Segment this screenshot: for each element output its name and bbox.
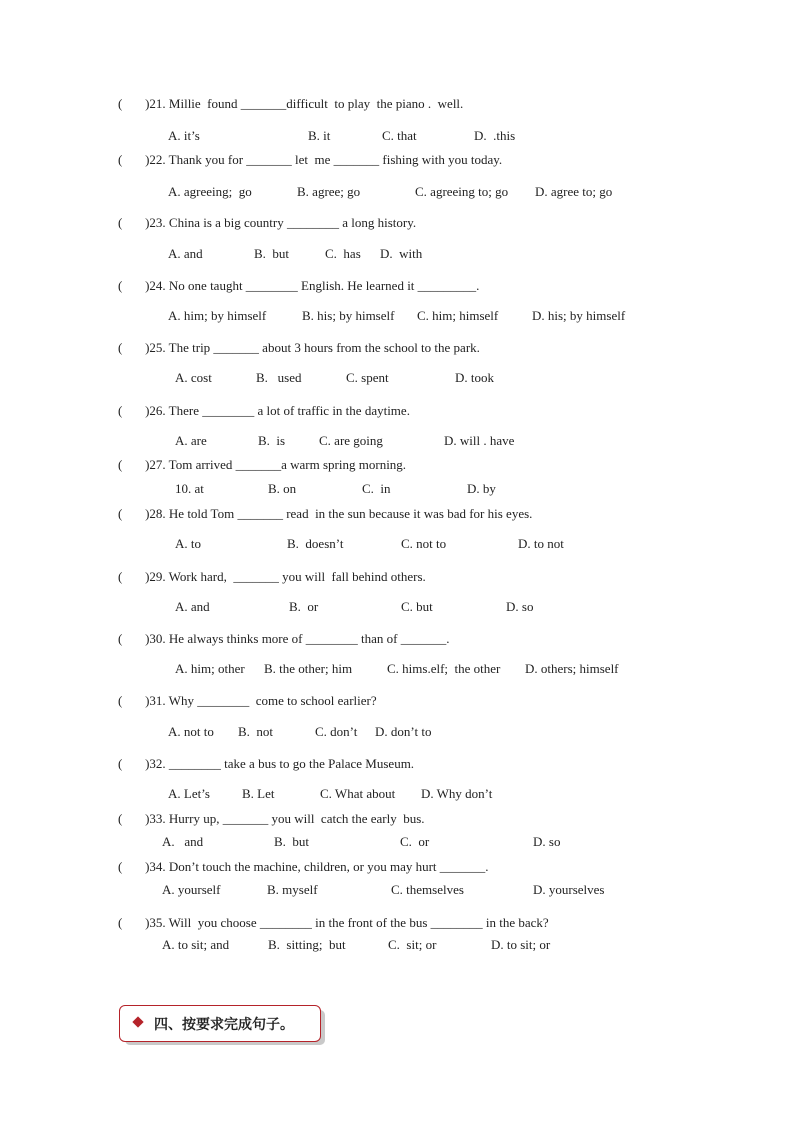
- answer-option: A. yourself: [162, 882, 221, 897]
- answer-option: D. don’t to: [375, 724, 432, 739]
- answer-option: D. so: [506, 599, 534, 614]
- section-title: 四、按要求完成句子。: [154, 1017, 294, 1033]
- question-stem: ( )34. Don’t touch the machine, children, or you may hurt _______.: [118, 859, 489, 874]
- answer-option: B. is: [258, 433, 286, 448]
- question-stem: ( )25. The trip _______ about 3 hours from the school to the park.: [118, 340, 480, 355]
- answer-option: D. to not: [518, 536, 564, 551]
- answer-option: B. sitting; but: [268, 937, 346, 952]
- answer-option: B. or: [289, 599, 319, 614]
- answer-option: A. cost: [175, 370, 212, 385]
- answer-option: C. him; himself: [417, 308, 499, 323]
- answer-option: C. agreeing to; go: [415, 184, 509, 199]
- answer-option: C. What about: [320, 786, 396, 801]
- question-stem: ( )28. He told Tom _______ read in the sun because it was bad for his eyes.: [118, 506, 533, 521]
- answer-option: A. to: [175, 536, 201, 551]
- answer-option: B. but: [254, 246, 290, 261]
- answer-option: D. yourselves: [533, 882, 605, 897]
- answer-option: C. hims.elf; the other: [387, 661, 501, 676]
- answer-option: A. not to: [168, 724, 214, 739]
- answer-option: D. will . have: [444, 433, 515, 448]
- answer-option: A. and: [162, 834, 204, 849]
- question-stem: ( )35. Will you choose ________ in the front of the bus ________ in the back?: [118, 915, 549, 930]
- question-stem: ( )31. Why ________ come to school earlier?: [118, 693, 377, 708]
- answer-option: D. to sit; or: [491, 937, 551, 952]
- question-stem: ( )26. There ________ a lot of traffic in the daytime.: [118, 403, 410, 418]
- question-stem: ( )33. Hurry up, _______ you will catch the early bus.: [118, 811, 425, 826]
- answer-option: D. others; himself: [525, 661, 619, 676]
- answer-option: C. but: [401, 599, 433, 614]
- answer-option: D. by: [467, 481, 496, 496]
- answer-option: B. not: [238, 724, 274, 739]
- answer-option: C. sit; or: [388, 937, 437, 952]
- question-stem: ( )21. Millie found _______difficult to play the piano . well.: [118, 96, 464, 111]
- answer-option: A. are: [175, 433, 207, 448]
- answer-option: B. Let: [242, 786, 275, 801]
- answer-option: B. agree; go: [297, 184, 361, 199]
- answer-option: C. spent: [346, 370, 389, 385]
- answer-option: B. but: [274, 834, 310, 849]
- answer-option: B. the other; him: [264, 661, 353, 676]
- answer-option: C. are going: [319, 433, 383, 448]
- section-header: [119, 1005, 321, 1042]
- answer-option: 10. at: [175, 481, 204, 496]
- answer-option: A. agreeing; go: [168, 184, 252, 199]
- answer-option: C. has: [325, 246, 361, 261]
- answer-option: A. and: [175, 599, 210, 614]
- answer-option: C. or: [400, 834, 430, 849]
- question-stem: ( )23. China is a big country ________ a long history.: [118, 215, 417, 230]
- question-stem: ( )27. Tom arrived _______a warm spring morning.: [118, 457, 407, 472]
- answer-option: A. Let’s: [168, 786, 210, 801]
- answer-option: B. used: [256, 370, 302, 385]
- answer-option: C. that: [382, 128, 417, 143]
- diamond-icon: [132, 1016, 143, 1027]
- answer-option: A. and: [168, 246, 203, 261]
- answer-option: A. it’s: [168, 128, 200, 143]
- answer-option: D. Why don’t: [421, 786, 493, 801]
- question-stem: ( )22. Thank you for _______ let me _______ fishing with you today.: [118, 152, 503, 167]
- answer-option: B. myself: [267, 882, 318, 897]
- answer-option: D. so: [533, 834, 561, 849]
- answer-option: B. doesn’t: [287, 536, 344, 551]
- answer-option: A. him; other: [175, 661, 245, 676]
- answer-option: D. agree to; go: [535, 184, 613, 199]
- answer-option: C. themselves: [391, 882, 464, 897]
- answer-option: C. don’t: [315, 724, 358, 739]
- answer-option: A. him; by himself: [168, 308, 267, 323]
- answer-option: D. with: [380, 246, 423, 261]
- answer-option: B. his; by himself: [302, 308, 395, 323]
- answer-option: C. in: [362, 481, 391, 496]
- answer-option: C. not to: [401, 536, 447, 551]
- question-stem: ( )24. No one taught ________ English. He learned it _________.: [118, 278, 480, 293]
- answer-option: D. .this: [474, 128, 516, 143]
- answer-option: B. on: [268, 481, 297, 496]
- question-stem: ( )30. He always thinks more of ________ than of _______.: [118, 631, 450, 646]
- question-stem: ( )32. ________ take a bus to go the Palace Museum.: [118, 756, 415, 771]
- answer-option: A. to sit; and: [162, 937, 230, 952]
- answer-option: D. took: [455, 370, 494, 385]
- answer-option: B. it: [308, 128, 331, 143]
- answer-option: D. his; by himself: [532, 308, 626, 323]
- question-stem: ( )29. Work hard, _______ you will fall behind others.: [118, 569, 426, 584]
